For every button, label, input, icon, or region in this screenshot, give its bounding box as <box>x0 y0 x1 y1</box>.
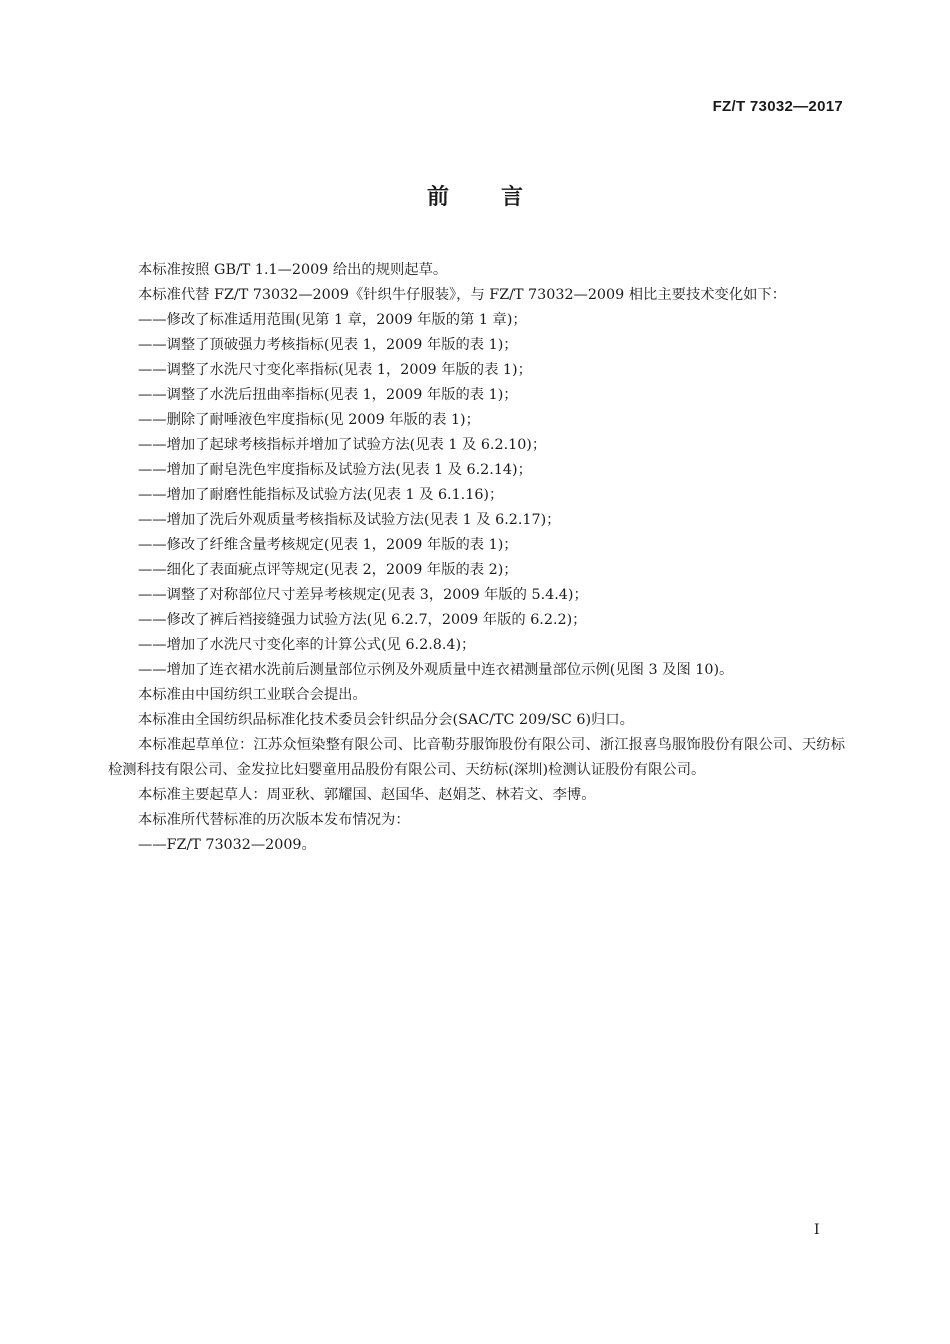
title-char-2: 言 <box>501 185 524 210</box>
page-title <box>0 180 950 211</box>
change-item: ——调整了顶破强力考核指标(见表 1，2009 年版的表 1)； <box>138 337 518 353</box>
change-item: ——修改了标准适用范围(见第 1 章，2009 年版的第 1 章)； <box>138 312 527 328</box>
change-item: ——增加了洗后外观质量考核指标及试验方法(见表 1 及 6.2.17)； <box>138 512 561 528</box>
change-item: ——修改了纤维含量考核规定(见表 1，2009 年版的表 1)； <box>138 537 518 553</box>
paragraph-drafting-rules: 本标准按照 GB/T 1.1—2009 给出的规则起草。 <box>138 262 448 278</box>
previous-edition-item: ——FZ/T 73032—2009。 <box>138 837 316 853</box>
foreword-body <box>108 258 845 858</box>
change-item: ——增加了连衣裙水洗前后测量部位示例及外观质量中连衣裙测量部位示例(见图 3 及图 10)。 <box>138 662 734 678</box>
change-item: ——增加了起球考核指标并增加了试验方法(见表 1 及 6.2.10)； <box>138 437 547 453</box>
paragraph-drafting-units: 本标准起草单位：江苏众恒染整有限公司、比音勒芬服饰股份有限公司、浙江报喜鸟服饰股份有限公司、天纺标检测科技有限公司、金发拉比妇婴童用品股份有限公司、天纺标(深圳)检测认证股份有限公司。 <box>108 737 845 778</box>
paragraph-replaces: 本标准代替 FZ/T 73032—2009《针织牛仔服装》，与 FZ/T 73032—2009 相比主要技术变化如下： <box>138 287 787 303</box>
change-item: ——删除了耐唾液色牢度指标(见 2009 年版的表 1)； <box>138 412 480 428</box>
paragraph-proposed-by: 本标准由中国纺织工业联合会提出。 <box>138 687 367 703</box>
title-char-1: 前 <box>426 185 449 210</box>
paragraph-jurisdiction: 本标准由全国纺织品标准化技术委员会针织品分会(SAC/TC 209/SC 6)归口。 <box>138 712 634 728</box>
change-item: ——增加了水洗尺寸变化率的计算公式(见 6.2.8.4)； <box>138 637 476 653</box>
change-item: ——调整了水洗尺寸变化率指标(见表 1，2009 年版的表 1)； <box>138 362 532 378</box>
change-item: ——增加了耐磨性能指标及试验方法(见表 1 及 6.1.16)； <box>138 487 504 503</box>
change-item: ——增加了耐皂洗色牢度指标及试验方法(见表 1 及 6.2.14)； <box>138 462 532 478</box>
change-item: ——修改了裤后裆接缝强力试验方法(见 6.2.7，2009 年版的 6.2.2)； <box>138 612 587 628</box>
change-item: ——调整了对称部位尺寸差异考核规定(见表 3，2009 年版的 5.4.4)； <box>138 587 588 603</box>
standard-code: FZ/T 73032—2017 <box>712 98 843 115</box>
paragraph-main-drafters: 本标准主要起草人：周亚秋、郭耀国、赵国华、赵娟芝、林若文、李博。 <box>138 787 596 803</box>
change-item: ——细化了表面疵点评等规定(见表 2，2009 年版的表 2)； <box>138 562 518 578</box>
change-item: ——调整了水洗后扭曲率指标(见表 1，2009 年版的表 1)； <box>138 387 518 403</box>
page-number: I <box>814 1222 820 1238</box>
paragraph-previous-editions: 本标准所代替标准的历次版本发布情况为： <box>138 812 410 828</box>
